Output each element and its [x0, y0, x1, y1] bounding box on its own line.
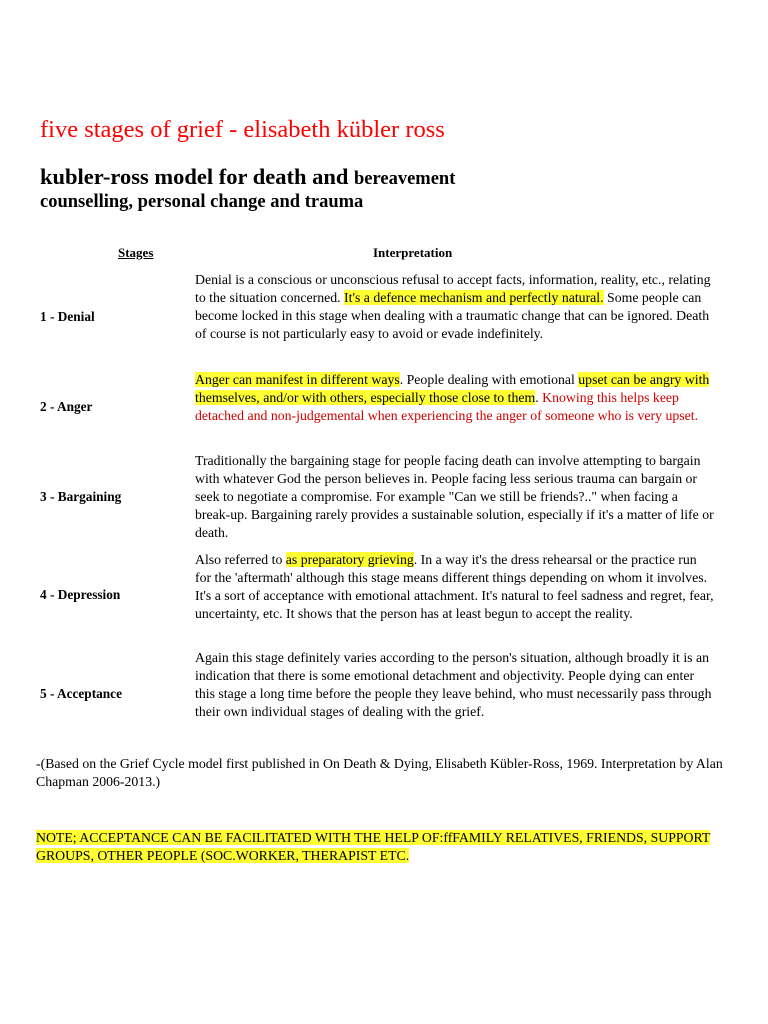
- stage-label: 5 - Acceptance: [40, 686, 122, 701]
- stage-label: 2 - Anger: [40, 399, 93, 414]
- stage-label: 1 - Denial: [40, 309, 95, 324]
- highlighted-text: as preparatory grieving: [285, 552, 414, 567]
- text-segment: Denial is a conscious or unconscious refusal to accept facts, information, reality, etc., relating to the situation concerned.: [195, 272, 711, 305]
- highlighted-text: upset can be angry with themselves, and/or with others, especially those close to them: [195, 372, 710, 405]
- stage-interpretation: [195, 271, 715, 343]
- text-segment: . People dealing with emotional: [399, 372, 579, 387]
- text-segment: Traditionally the bargaining stage for people facing death can involve attempting to bargain with whatever God the person believes in. People facing less serious trauma can bargain or seek to negotiate a compromise. For example "Can we still be friends?.." when facing a break-up. Bargaining rarely provides a sustainable solution, especially if it's a matter of life or death.: [195, 453, 714, 540]
- subtitle-part-2: bereavement: [354, 169, 456, 189]
- citation: -(Based on the Grief Cycle model first published in On Death & Dying, Elisabeth Kübler-Ross, 1969. Interpretation by Alan Chapman 2006-2013.): [36, 756, 723, 789]
- note-text: NOTE; ACCEPTANCE CAN BE FACILITATED WITH THE HELP OF:ffFAMILY RELATIVES, FRIENDS, SUPPORT GROUPS, OTHER PEOPLE (SOC.WORKER, THERAPIST ETC.: [36, 830, 711, 863]
- text-segment: . In a way it's the dress rehearsal or the practice run for the 'aftermath' although this stage means different things depending on whom it involves. It's a sort of acceptance with emotional attachment. It's natural to feel sadness and regret, fear, uncertainty, etc. It shows that the person has at least begun to accept the reality.: [195, 552, 714, 621]
- highlighted-text: Anger can manifest in different ways: [195, 372, 400, 387]
- stage-interpretation: [195, 649, 715, 721]
- subtitle-part-1: kubler-ross model for death and: [40, 164, 354, 189]
- stage-interpretation: [195, 371, 715, 425]
- header-stages: Stages: [118, 245, 154, 260]
- stage-label: 3 - Bargaining: [40, 489, 122, 504]
- text-segment: Some people can become locked in this stage when dealing with a traumatic change that can be ignored. Death of course is not particularly easy to avoid or evade indefinitely.: [195, 289, 710, 341]
- highlighted-text: It's a defence mechanism and perfectly natural.: [344, 289, 604, 305]
- header-interpretation: Interpretation: [373, 245, 453, 260]
- page-subtitle: [40, 164, 455, 213]
- red-text: Knowing this helps keep detached and non-judgemental when experiencing the anger of someone who is very upset.: [195, 389, 699, 423]
- stage-interpretation: [195, 551, 715, 623]
- stage-interpretation: [195, 452, 715, 542]
- stage-label: 4 - Depression: [40, 587, 121, 602]
- page-title: five stages of grief - elisabeth kübler ross: [40, 116, 445, 143]
- subtitle-line-2: counselling, personal change and trauma: [40, 192, 364, 213]
- text-segment: .: [535, 389, 543, 405]
- text-segment: Also referred to: [195, 552, 286, 567]
- text-segment: Again this stage definitely varies according to the person's situation, although broadly it is an indication that there is some emotional detachment and objectivity. People dying can enter this stage a long time before the people they leave behind, who must necessarily pass through their own individual stages of dealing with the grief.: [195, 650, 712, 719]
- note: [36, 829, 756, 865]
